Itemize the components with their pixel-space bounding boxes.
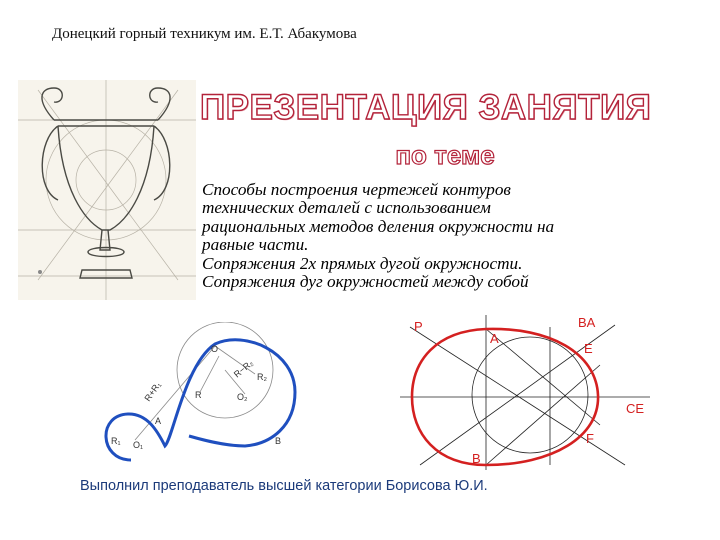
label-a: A (155, 416, 162, 426)
label-e: E (584, 341, 593, 356)
label-b: B (275, 436, 282, 446)
presentation-subtitle: по теме (395, 140, 495, 170)
label-f: F (586, 431, 594, 446)
label-r-plus-r1: R+R₁ (142, 379, 163, 404)
topic-line: равные части. (202, 235, 309, 255)
label-o2: O₂ (237, 392, 248, 402)
presentation-title: ПРЕЗЕНТАЦИЯ ЗАНЯТИЯ (200, 88, 652, 127)
label-a: A (490, 331, 499, 346)
topic-line: технических деталей с использованием (202, 198, 491, 218)
label-r-minus-r2: R−R₂ (231, 357, 255, 380)
label-r: R (195, 390, 202, 400)
label-o: O (211, 344, 219, 354)
topic-list (202, 181, 702, 291)
topic-line: Сопряжения 2х прямых дугой окружности. (202, 253, 523, 273)
topic-line: Способы построения чертежей контуров (202, 180, 511, 199)
label-p: P (414, 319, 423, 334)
topic-line: рациональных методов деления окружности на (202, 216, 555, 236)
vase-drawing-image (18, 80, 196, 300)
author-footer: Выполнил преподаватель высшей категории Борисова Ю.И. (80, 478, 488, 494)
arc-conjugation-drawing (95, 322, 310, 472)
label-r1: R₁ (111, 436, 121, 446)
label-r2: R₂ (257, 372, 267, 382)
label-o1: O₁ (133, 440, 144, 450)
label-ce: CE (626, 401, 645, 416)
oval-construction-drawing (400, 315, 650, 470)
label-ba: BA (578, 315, 596, 330)
label-b: B (472, 451, 481, 466)
institution-header: Донецкий горный техникум им. Е.Т. Абакумова (52, 26, 357, 42)
topic-line: Сопряжения дуг окружностей между собой (202, 272, 529, 292)
